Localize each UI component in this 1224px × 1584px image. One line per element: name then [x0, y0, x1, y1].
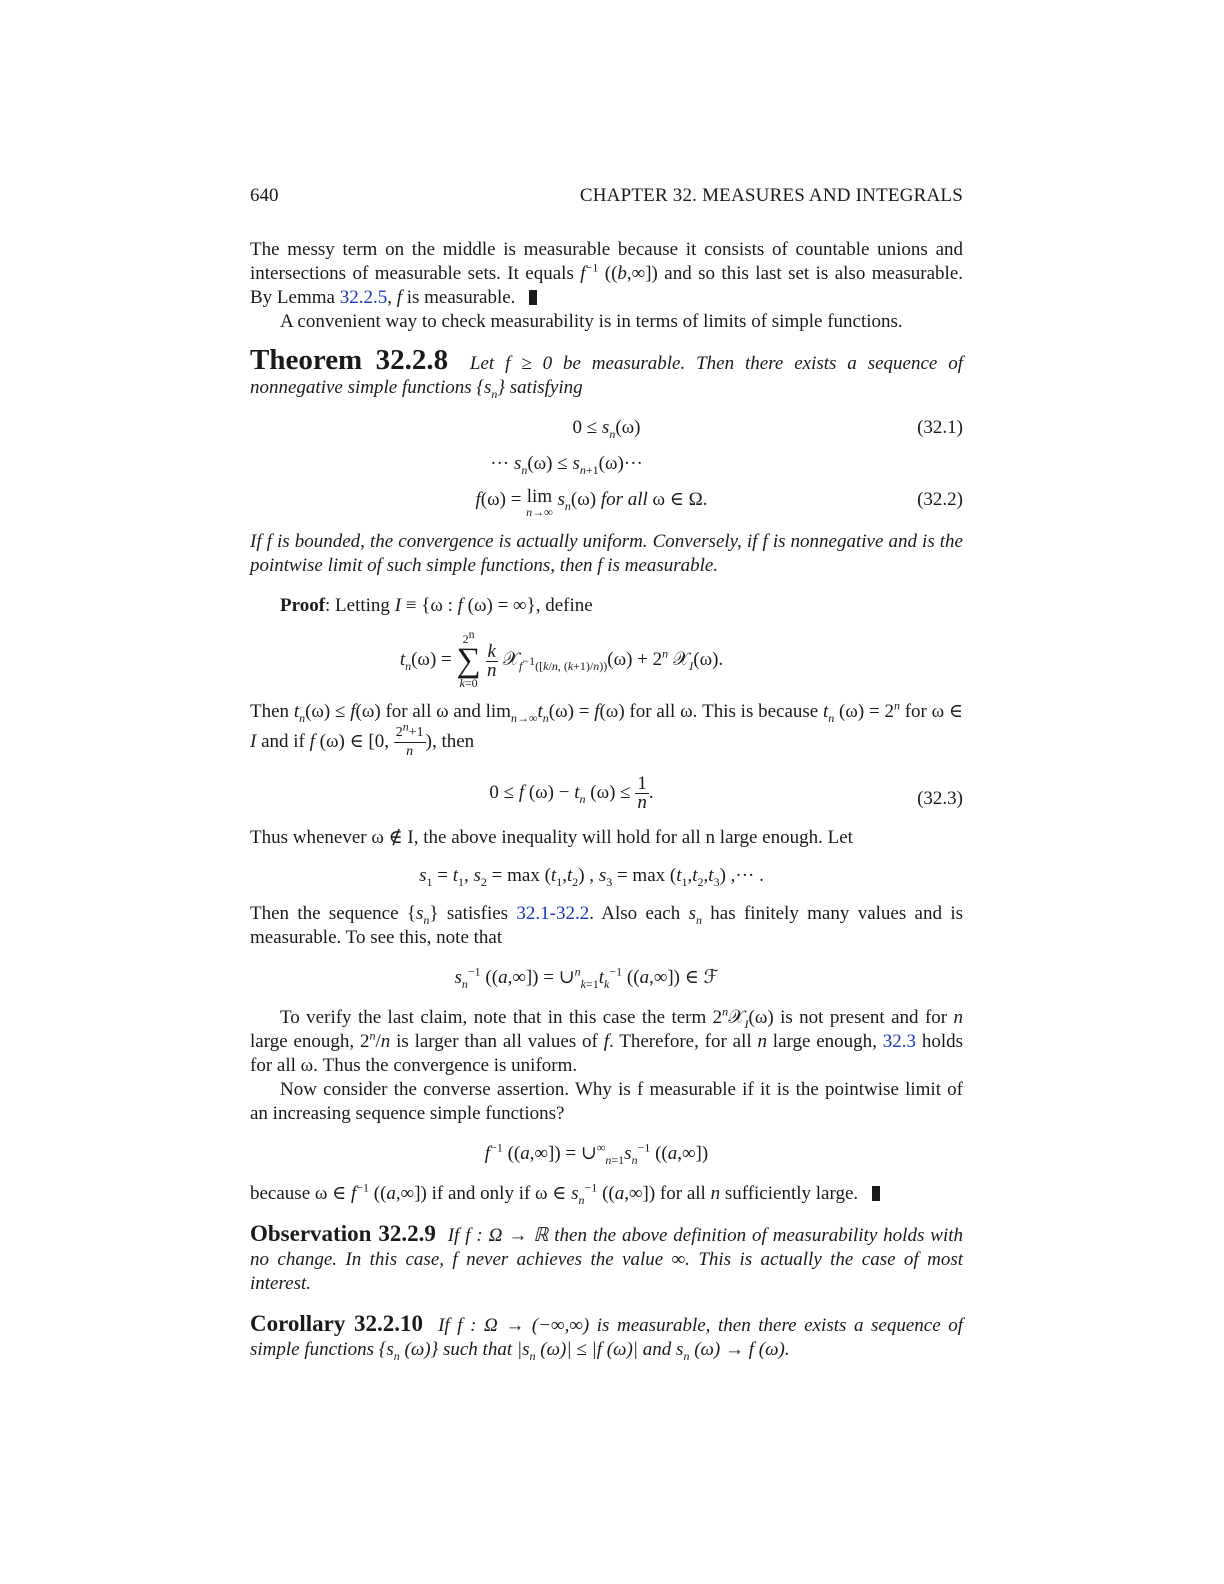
- equation-preimage-limit: $f^{-1}$ $((a,\infty]) = \cup^\infty_{n=1}s_n^{-1}$ ((a,∞]): [484, 1140, 709, 1167]
- equation-tn-definition: $t_n(\omega)$ = 2$^n$ ∑ k=0 $\frac{k}{n}$ 𝒳$_{f^{-1}([k/n, (k+1)/n))}$(ω) + $2^n$ 𝒳$_I$(ω).: [399, 627, 724, 690]
- theorem-label: Theorem 32.2.8: [250, 344, 449, 376]
- equation-number: (32.2): [917, 489, 963, 510]
- chapter-title: CHAPTER 32. MEASURES AND INTEGRALS: [579, 185, 963, 206]
- theorem-converse-statement: If f is bounded, the convergence is actually uniform. Conversely, if f is nonnegative and is the pointwise limit of such simple functions, then f is measurable.: [250, 531, 963, 576]
- paragraph-convenient: A convenient way to check measurability is in terms of limits of simple functions.: [280, 311, 903, 332]
- paragraph-thus-whenever: Thus whenever ω ∉ I, the above inequality will hold for all n large enough. Let: [250, 827, 853, 848]
- page-number: 640: [250, 185, 279, 206]
- qed-mark: [529, 290, 537, 305]
- paragraph-because: because ω ∈ $f^{-1}$ ((a,∞]) if and only if ω ∈ $s_n^{-1}$ ((a,∞]) for all n sufficiently large.: [250, 1182, 963, 1206]
- equation-sn-sequence: $s_1 = t_1$, $s_2 = \max (t_1,t_2)$ , $s_3 = \max (t_1,t_2,t_3)$ ,··· .: [419, 865, 764, 889]
- proof-intro: Proof: Letting I ≡ {ω : f (ω) = ∞}, define: [280, 595, 593, 616]
- paragraph-then-tn: Then $t_n(\omega) \le f(\omega)$ for all ω and $\lim_{n\to\infty}t_n(\omega) = f(\omega)$ for all ω. This is because $t_n$ $(\omega) = 2^n$ for ω ∈ I and if f (ω) ∈ [0, $\frac{2^n+1}{n}$ ), then: [250, 698, 963, 759]
- equation-link[interactable]: 32.3: [882, 1031, 916, 1052]
- theorem-block: Theorem 32.2.8 Let f ≥ 0 be measurable. Then there exists a sequence of nonnegative simple functions $\{s_n\}$ satisfying $0 \le s_n(\omega)$ (32.1) ··· $s_n(\omega) \le s_{n+1}(\omega)\cdot\cdot\cdot$ f(ω) = lim n→∞ $s_n(\omega)$ for all ω ∈ Ω. (32.2) If f is bounded, the convergence is actually uniform. Conversely, if f is nonnegative and is the pointwise limit of such simple functions, then f is measurable.: [250, 344, 963, 576]
- corollary-block: Corollary 32.2.10 If f : Ω → (−∞,∞) is measurable, then there exists a sequence of simple functions {$s_n$ (ω)} such that $|s_n$ (ω)| ≤ |f (ω)| and $s_n$ (ω) → f (ω).: [250, 1311, 963, 1363]
- equation-range-link[interactable]: 32.1-32.2: [516, 903, 590, 924]
- proof-label: Proof: [280, 595, 326, 616]
- page: [250, 180, 963, 1362]
- paragraph-verify: To verify the last claim, note that in this case the term $2^n𝒳_I(\omega)$ is not present and for n large enough, 2$^n$/n is larger than all values of f. Therefore, for all n large enough, 32.3 holds for all ω. Thus the convergence is uniform.: [250, 1004, 963, 1076]
- paragraph-messy-term: The messy term on the middle is measurable because it consists of countable unions and intersections of measurable sets. It equals $f^{-1}$ ((b,∞]) and so this last set is also measurable. By Lemma 32.2.5, f is measurable.: [250, 239, 964, 308]
- equation-monotone: ··· $s_n(\omega) \le s_{n+1}(\omega)\cdot\cdot\cdot$: [490, 453, 643, 477]
- running-header: [250, 180, 963, 210]
- equation-number: (32.1): [917, 417, 963, 438]
- equation-32-1: $0 \le s_n(\omega)$ (32.1): [572, 417, 963, 441]
- equation-32-2: f(ω) = lim n→∞ $s_n(\omega)$ for all ω ∈ Ω. (32.2): [475, 486, 963, 519]
- paragraph-converse: Now consider the converse assertion. Why is f measurable if it is the pointwise limit of an increasing sequence simple functions?: [250, 1079, 963, 1124]
- corollary-label: Corollary 32.2.10: [250, 1311, 423, 1336]
- qed-mark: [872, 1186, 880, 1201]
- equation-preimage-union: $s_n^{-1}$ $((a,\infty]) = \cup^n_{k=1}t_k^{-1}$ ((a,∞]) ∈ ℱ: [454, 964, 719, 991]
- equation-32-3: 0 ≤ f $(\omega) - t_n$ (ω) ≤ $\frac{1}{n}$ . (32.3): [489, 773, 963, 813]
- observation-block: Observation 32.2.9 If f : Ω → ℝ then the above definition of measurability holds with no change. In this case, f never achieves the value ∞. This is actually the case of most interest.: [250, 1221, 964, 1294]
- paragraph-sequence-satisfies: Then the sequence $\{s_n\}$ satisfies 32.1-32.2. Also each $s_n$ has finitely many values and is measurable. To see this, note that: [250, 903, 963, 948]
- equation-number: (32.3): [917, 788, 963, 809]
- observation-label: Observation 32.2.9: [250, 1221, 436, 1246]
- lemma-link[interactable]: 32.2.5: [339, 287, 388, 308]
